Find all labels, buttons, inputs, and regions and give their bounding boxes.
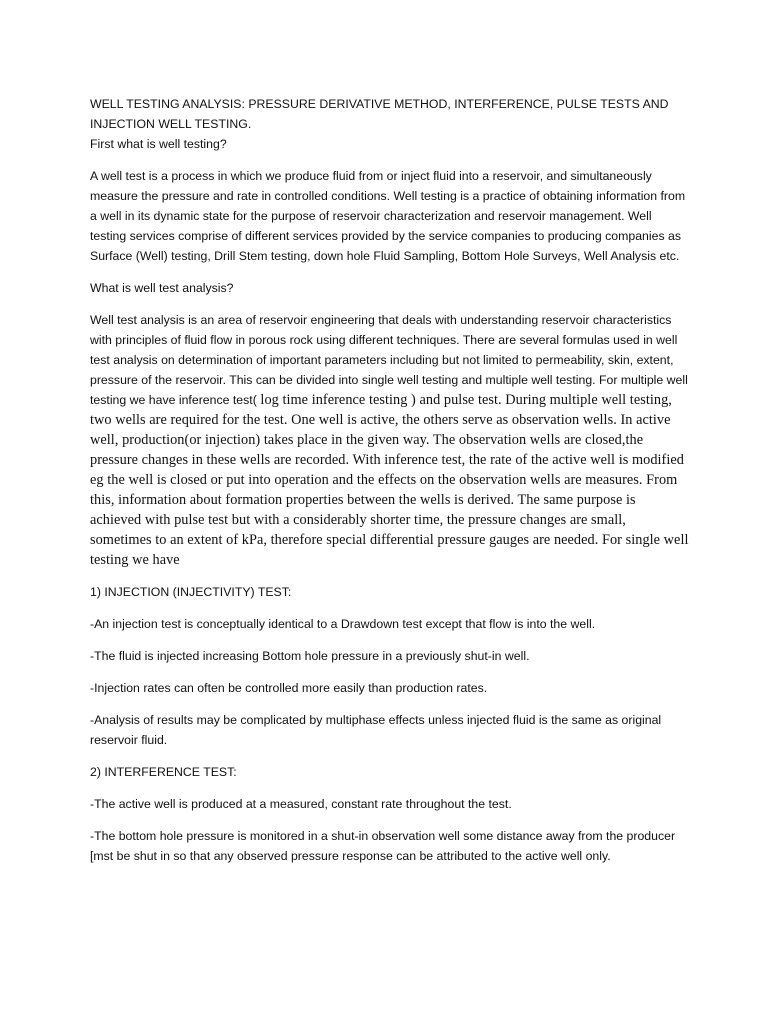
title-block <box>90 94 690 154</box>
injection-point-1: -An injection test is conceptually identical to a Drawdown test except that flow is into the well. <box>90 617 596 631</box>
paragraph-well-test-definition: A well test is a process in which we produce fluid from or inject fluid into a reservoir, and simultaneously measure the pressure and rate in controlled conditions. Well testing is a practice of obtaining information from a well in its dynamic state for the purpose of reservoir characterization and reservoir management. Well testing services comprise of different services provided by the service companies to producing companies as Surface (Well) testing, Drill Stem testing, down hole Fluid Sampling, Bottom Hole Surveys, Well Analysis etc. <box>90 169 686 263</box>
document-page <box>90 94 690 878</box>
question-what-is-well-test-analysis: What is well test analysis? <box>90 281 234 295</box>
injection-point-3: -Injection rates can often be controlled more easily than production rates. <box>90 681 488 695</box>
injection-point-2: -The fluid is injected increasing Bottom hole pressure in a previously shut-in well. <box>90 649 530 663</box>
section-interference-test-heading: 2) INTERFERENCE TEST: <box>90 765 237 779</box>
interference-point-1: -The active well is produced at a measured, constant rate throughout the test. <box>90 797 512 811</box>
section-injection-test-heading: 1) INJECTION (INJECTIVITY) TEST: <box>90 585 292 599</box>
paragraph-well-test-analysis <box>90 310 690 570</box>
paragraph-well-test-analysis-serif-part: log time inference testing ) and pulse test. During multiple well testing, two wells are required for the test. One well is active, the others serve as observation wells. In active well, production(or injection) takes place in the given way. The observation wells are closed,the pressure changes in these wells are recorded. With inference test, the rate of the active well is modified eg the well is closed or put into operation and the effects on the observation wells are measures. From this, information about formation properties between the wells is derived. The same purpose is achieved with pulse test but with a considerably shorter time, the pressure changes are small, sometimes to an extent of kPa, therefore special differential pressure gauges are needed. For single well testing we have <box>90 392 689 568</box>
interference-point-2: -The bottom hole pressure is monitored in a shut-in observation well some distance away from the producer [mst be shut in so that any observed pressure response can be attributed to the active well only. <box>90 829 676 863</box>
injection-point-4: -Analysis of results may be complicated by multiphase effects unless injected fluid is the same as original reservoir fluid. <box>90 713 662 747</box>
paragraph-well-test-analysis-sans-part: Well test analysis is an area of reservoir engineering that deals with understanding reservoir characteristics with principles of fluid flow in porous rock using different techniques. There are several formulas used in well test analysis on determination of important parameters including but not limited to permeability, skin, extent, pressure of the reservoir. This can be divided into single well testing and multiple well testing. For multiple well testing we have inference test( <box>90 313 688 407</box>
question-what-is-well-testing: First what is well testing? <box>90 137 227 151</box>
document-title: WELL TESTING ANALYSIS: PRESSURE DERIVATIVE METHOD, INTERFERENCE, PULSE TESTS AND INJECTION WELL TESTING. <box>90 97 669 131</box>
